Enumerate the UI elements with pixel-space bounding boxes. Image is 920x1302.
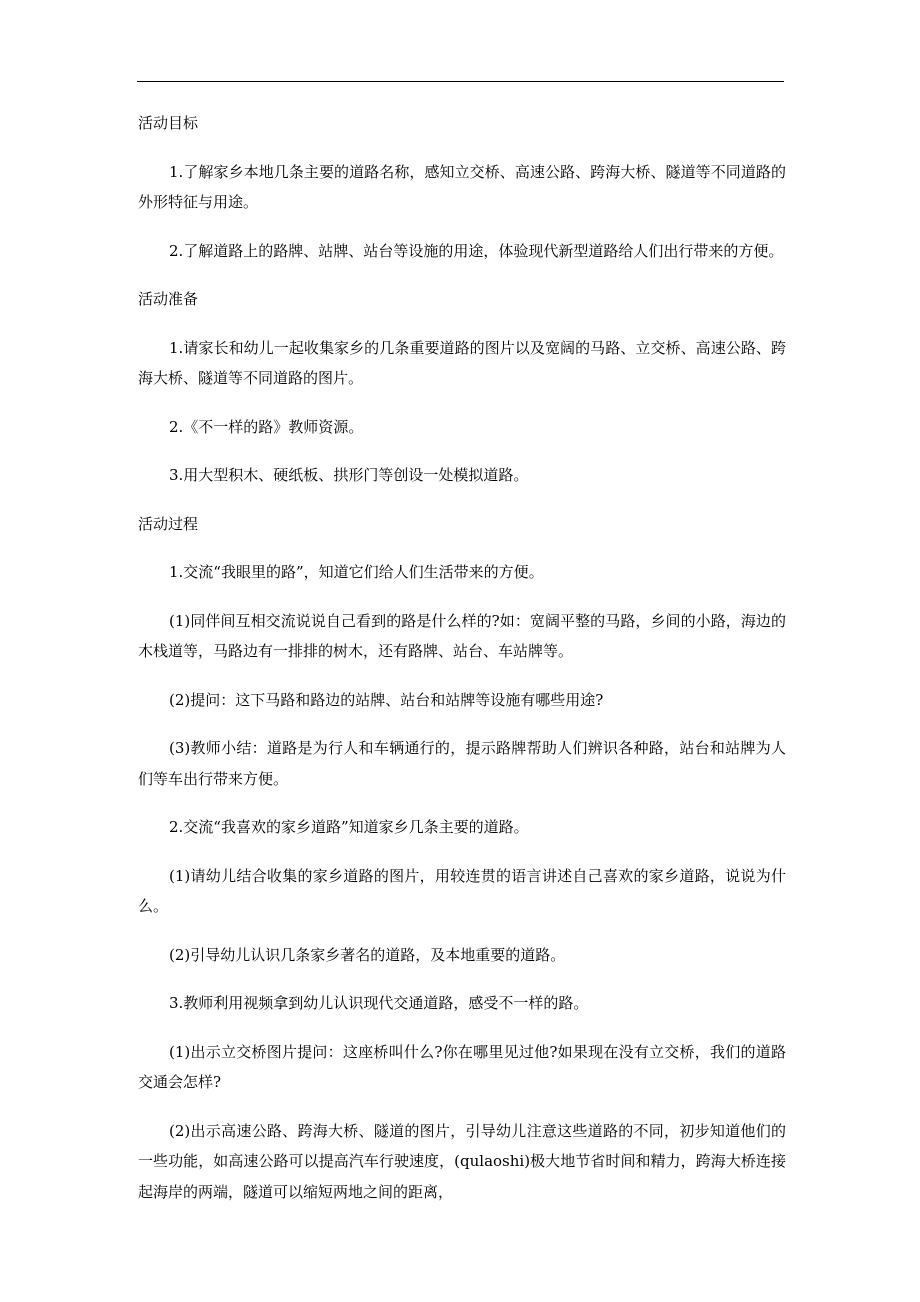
paragraph: (1)同伴间互相交流说说自己看到的路是什么样的?如：宽阔平整的马路，乡间的小路，海边的木栈道等，马路边有一排排的树木，还有路牌、站台、车站牌等。 (138, 611, 786, 660)
paragraph: (1)出示立交桥图片提问：这座桥叫什么?你在哪里见过他?如果现在没有立交桥，我们的道路交通会怎样? (138, 1042, 786, 1091)
paragraph: 3.用大型积木、硬纸板、拱形门等创设一处模拟道路。 (169, 466, 529, 484)
paragraph: 2.了解道路上的路牌、站牌、站台等设施的用途，体验现代新型道路给人们出行带来的方便。 (169, 241, 784, 260)
section-heading: 活动准备 (138, 290, 199, 308)
section-heading: 活动过程 (138, 514, 199, 533)
paragraph: 1.了解家乡本地几条主要的道路名称，感知立交桥、高速公路、跨海大桥、隧道等不同道路的外形特征与用途。 (138, 162, 786, 211)
section-preparation (138, 284, 786, 491)
paragraph: (2)出示高速公路、跨海大桥、隧道的图片，引导幼儿注意这些道路的不同，初步知道他们的一些功能，如高速公路可以提高汽车行驶速度，(qulaoshi)极大地节省时间和精力，跨海大桥连接起海岸的两端，隧道可以缩短两地之间的距离， (138, 1121, 786, 1201)
header-rule (137, 81, 784, 82)
paragraph: 2.《不一样的路》教师资源。 (169, 417, 364, 436)
paragraph: 1.交流“我眼里的路”，知道它们给人们生活带来的方便。 (169, 563, 544, 581)
paragraph: (2)提问：这下马路和路边的站牌、站台和站牌等设施有哪些用途? (169, 690, 604, 709)
paragraph: (3)教师小结：道路是为行人和车辆通行的，提示路牌帮助人们辨识各种路，站台和站牌为人们等车出行带来方便。 (138, 739, 786, 788)
document-body (138, 108, 786, 1207)
paragraph: 3.教师利用视频拿到幼儿认识现代交通道路，感受不一样的路。 (169, 994, 589, 1012)
section-process (138, 509, 786, 1208)
paragraph: (1)请幼儿结合收集的家乡道路的图片，用较连贯的语言讲述自己喜欢的家乡道路，说说为什么。 (138, 866, 786, 915)
paragraph: 1.请家长和幼儿一起收集家乡的几条重要道路的图片以及宽阔的马路、立交桥、高速公路、跨海大桥、隧道等不同道路的图片。 (138, 338, 786, 387)
paragraph: 2.交流“我喜欢的家乡道路”知道家乡几条主要的道路。 (169, 818, 529, 836)
section-heading: 活动目标 (138, 114, 199, 132)
section-goals (138, 108, 786, 266)
paragraph: (2)引导幼儿认识几条家乡著名的道路，及本地重要的道路。 (169, 945, 566, 964)
